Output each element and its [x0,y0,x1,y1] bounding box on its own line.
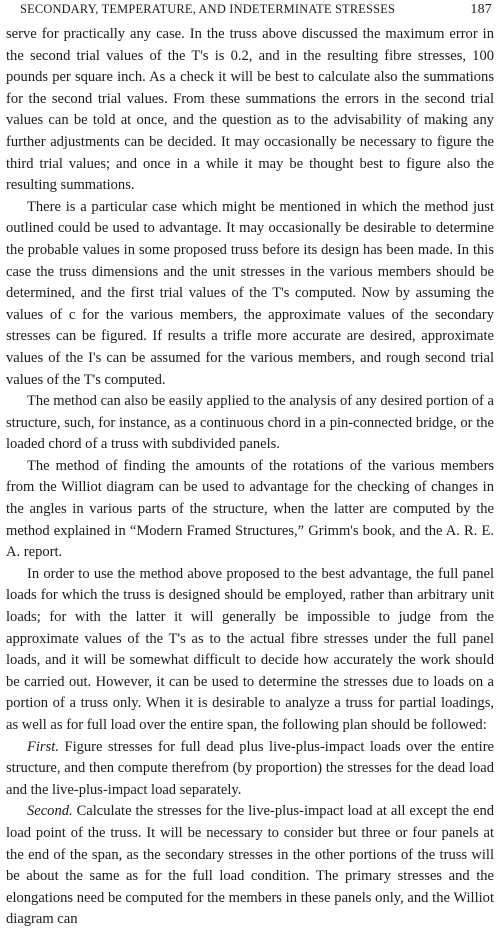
paragraph-lead: First. [27,738,59,755]
paragraph [6,456,494,564]
paragraph-lead: Second. [27,803,73,820]
paragraph-text: serve for practically any case. In the truss above discussed the maximum error in the second trial values of the T's is 0.2, and in the resulting fibre stresses, 100 pounds per square inch. As a check it will be best to calculate also the summations for the second trial values. From these summations the errors in the second trial values can be told at once, and the question as to the advisability of making any further adjustments can be decided. It may occasionally be necessary to figure the third trial values; and once in a while it may be thought best to figure also the resulting summations. [6,26,494,194]
paragraph-text: There is a particular case which might be mentioned in which the method just outlined could be used to advantage. It may occasionally be desirable to determine the probable values in some proposed truss before its design has been made. In this case the truss dimensions and the unit stresses in the various members should be determined, and the first trial values of the T's computed. Now by assuming the values of c for the various members, the approximate values of the secondary stresses can be figured. If results a trifle more accurate are desired, approximate values of the I's can be assumed for the various members, and rough second trial values of the T's computed. [6,198,494,388]
paragraph [6,737,494,802]
paragraph-text: The method can also be easily applied to the analysis of any desired portion of a structure, such, for instance, as a continuous chord in a pin-connected bridge, or the loaded chord of a truss with subdivided panels. [6,393,494,453]
page-number: 187 [470,2,492,17]
paragraph-text: In order to use the method above proposed to the best advantage, the full panel loads for which the truss is designed should be employed, rather than arbitrary unit loads; for with the latter it will generally be impossible to judge from the approximate values of the T's as to the actual fibre stresses under the full panel loads, and it will be somewhat difficult to decide how accurately the work should be carried out. However, it can be used to determine the stresses due to loads on a portion of a truss only. When it is desirable to analyze a truss for partial loadings, as well as for full load over the entire span, the following plan should be followed: [6,565,494,733]
paragraph-text: Calculate the stresses for the live-plus-impact load at all except the end load point of the truss. It will be necessary to consider but three or four panels at the end of the span, as the secondary stresses in the other portions of the truss will be about the same as for the full load condition. The primary stresses and the elongations need be computed for the members in these panels only, and the Williot diagram can [6,803,494,928]
paragraph [6,197,494,391]
running-title: SECONDARY, TEMPERATURE, AND INDETERMINATE STRESSES [20,2,396,16]
paragraph [6,801,494,931]
paragraph [6,564,494,737]
paragraph-text: The method of finding the amounts of the rotations of the various members from the Williot diagram can be used to advantage for the checking of changes in the angles in various parts of the structure, when the latter are computed by the method explained in “Modern Framed Structures,” Grimm's book, and the A. R. E. A. report. [6,457,494,561]
paragraph [6,24,494,197]
running-header [6,2,494,24]
paragraph [6,391,494,456]
paragraph-text: Figure stresses for full dead plus live-plus-impact loads over the entire structure, and then compute therefrom (by proportion) the stresses for the dead load and the live-plus-impact load separately. [6,738,494,798]
body-text [6,24,494,931]
